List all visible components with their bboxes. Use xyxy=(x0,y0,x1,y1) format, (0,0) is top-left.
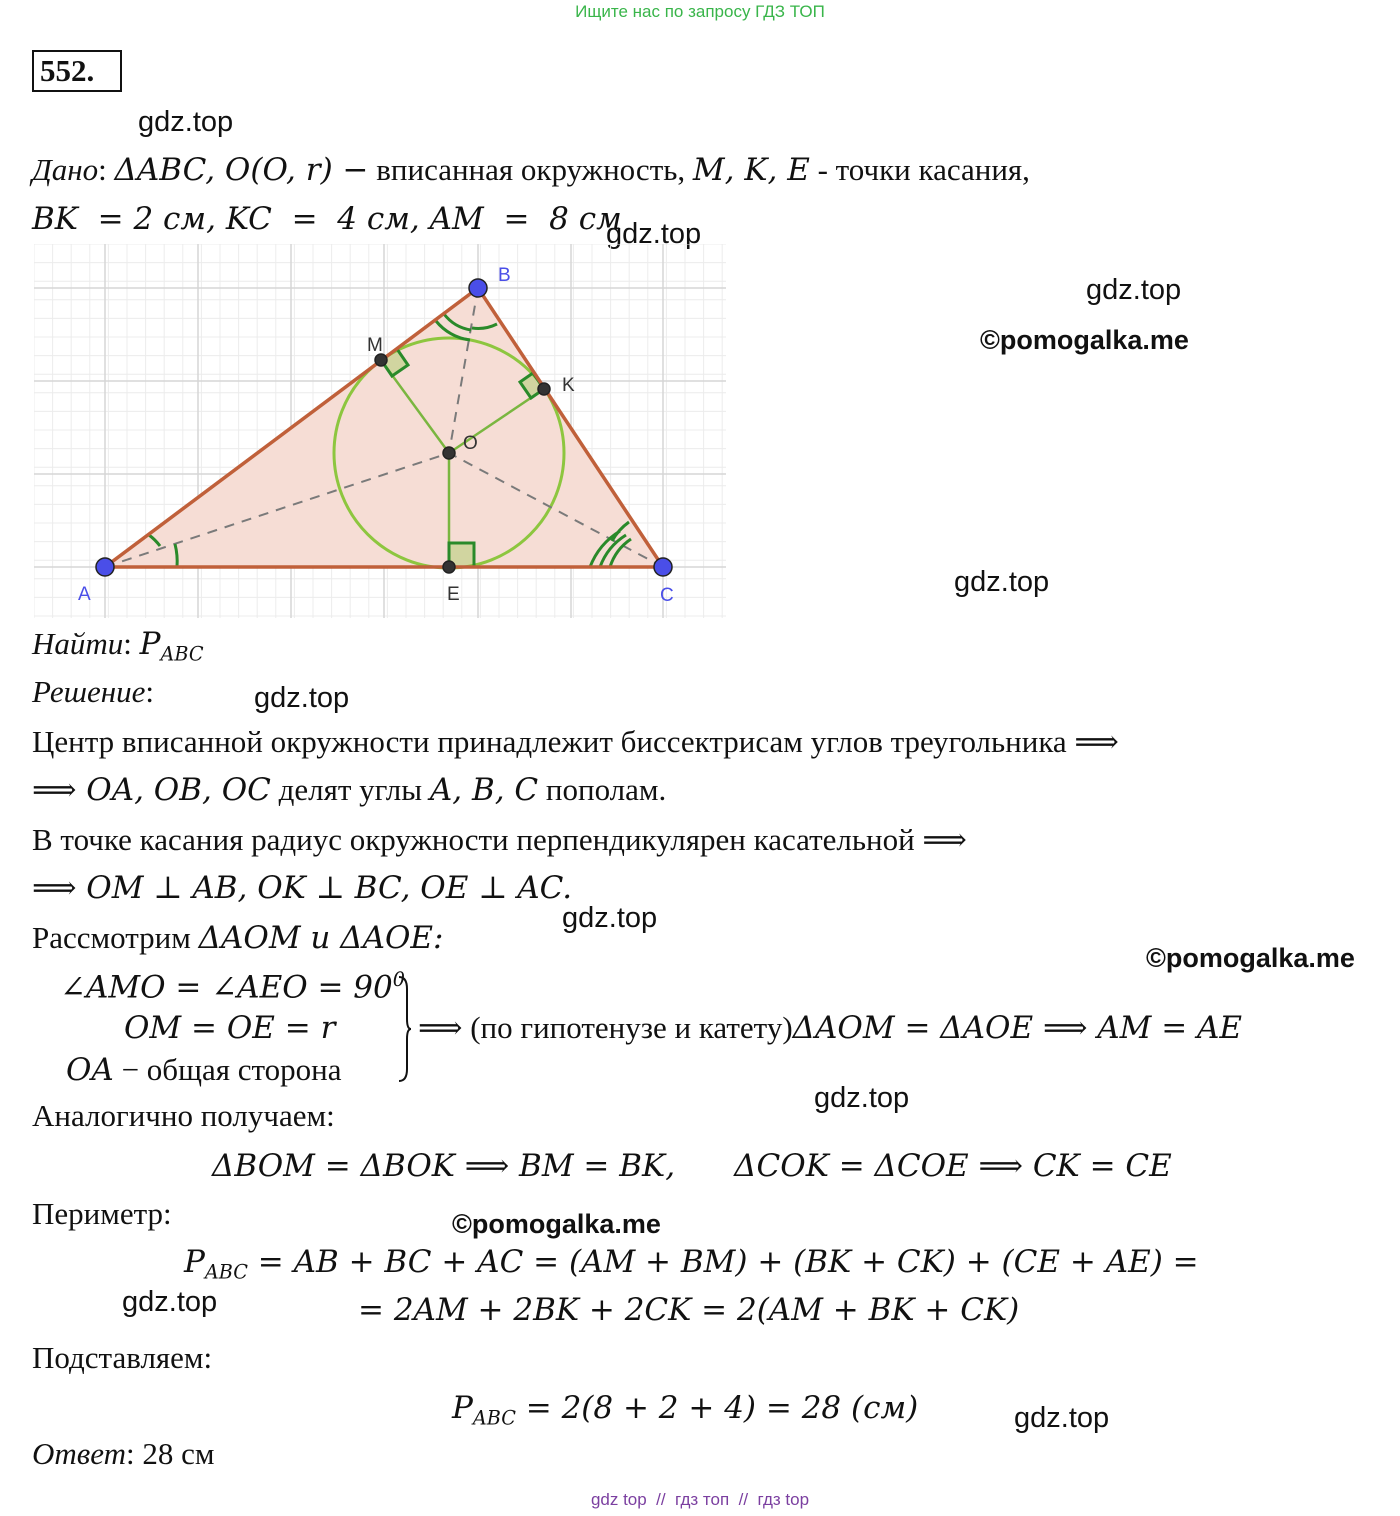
p-sub: ABC xyxy=(472,1406,516,1430)
find-sub: ABC xyxy=(160,642,204,666)
label-b: B xyxy=(498,265,511,286)
watermark-gdz: gdz.top xyxy=(814,1082,910,1114)
solution-line-2 xyxy=(32,772,666,808)
label-e: E xyxy=(447,584,460,605)
sys1-sup: 0 xyxy=(392,968,405,991)
l5-math: ΔAOM и ΔAOE: xyxy=(198,920,444,956)
solution-label: Решение xyxy=(32,674,146,709)
answer-label: Ответ xyxy=(32,1436,126,1471)
find-line: Найти: $P_{ABC}$ xyxy=(32,626,204,666)
sys-result-1: ⟹ (по гипотенузе и катету) xyxy=(418,1010,793,1045)
top-banner: Ищите нас по запросу ГДЗ ТОП xyxy=(575,2,825,21)
triangle-figure xyxy=(34,244,726,618)
find-value: P xyxy=(139,626,161,662)
p-eq1: = AB + BC + AC = (AM + BM) + (BK + CK) + (CE + AE) = xyxy=(257,1244,1199,1280)
point-k xyxy=(538,383,550,395)
perimeter-eq-1 xyxy=(184,1244,1199,1284)
given-line-1: Дано: ΔABC, O(O, r) − вписанная окружность, M, K, E - точки касания, xyxy=(32,152,1030,188)
watermark-gdz: gdz.top xyxy=(138,106,234,138)
watermark-gdz: gdz.top xyxy=(254,682,350,714)
perimeter-label: Периметр: xyxy=(32,1196,172,1231)
solution-line-3: В точке касания радиус окружности перпендикулярен касательной ⟹ xyxy=(32,822,967,857)
point-a xyxy=(96,558,114,576)
subst-equation xyxy=(452,1390,918,1430)
given-text: вписанная окружность, xyxy=(376,152,686,187)
system-result xyxy=(418,1010,1242,1046)
footer-links: gdz top // гдз топ // гдз top xyxy=(590,1490,810,1509)
watermark-gdz: gdz.top xyxy=(122,1286,218,1318)
subst-eq: = 2(8 + 2 + 4) = 28 (см) xyxy=(525,1390,919,1426)
solution-heading: Решение: xyxy=(32,674,154,709)
sys-result-2: ΔAOM = ΔAOE ⟹ AM = AE xyxy=(792,1010,1243,1046)
l2-tail: пополам. xyxy=(545,772,667,807)
solution-line-4: ⟹ OM ⊥ AB, OK ⊥ BC, OE ⊥ AC. xyxy=(32,870,573,906)
analog-label: Аналогично получаем: xyxy=(32,1098,335,1133)
watermark-gdz: gdz.top xyxy=(954,566,1050,598)
given-label: Дано xyxy=(32,152,99,187)
solution-line-1: Центр вписанной окружности принадлежит биссектрисам углов треугольника ⟹ xyxy=(32,724,1119,759)
sys3-math: OA xyxy=(66,1052,114,1088)
given-tail: - точки касания, xyxy=(817,152,1030,187)
answer-line: Ответ: 28 см xyxy=(32,1436,215,1471)
point-e xyxy=(443,561,455,573)
system-row-2: OM = OE = r xyxy=(124,1010,336,1046)
given-math: ΔABC, O(O, r) − xyxy=(114,152,369,188)
given-line-2: BK = 2 см, KC = 4 см, AM = 8 см xyxy=(32,201,622,237)
watermark-pomogalka: ©pomogalka.me xyxy=(1146,943,1355,973)
label-k: K xyxy=(562,375,575,396)
l2-math2: A, B, C xyxy=(429,772,539,808)
perimeter-eq-2: = 2AM + 2BK + 2CK = 2(AM + BK + CK) xyxy=(358,1292,1020,1328)
point-c xyxy=(654,558,672,576)
l2-text: делят углы xyxy=(278,772,423,807)
system-row-3 xyxy=(66,1052,341,1088)
system-brace xyxy=(396,975,412,1083)
watermark-gdz: gdz.top xyxy=(606,218,702,250)
l5-text: Рассмотрим xyxy=(32,920,191,955)
point-b xyxy=(469,279,487,297)
watermark-gdz: gdz.top xyxy=(1014,1402,1110,1434)
answer-value: 28 см xyxy=(142,1436,215,1471)
label-o: O xyxy=(463,433,478,454)
l2-math: ⟹ OA, OB, OC xyxy=(32,772,271,808)
watermark-pomogalka: ©pomogalka.me xyxy=(452,1209,661,1239)
watermark-gdz: gdz.top xyxy=(1086,274,1182,306)
sys1: ∠AMO = ∠AEO = 90 xyxy=(60,969,393,1006)
given-points: M, K, E xyxy=(692,152,810,188)
point-o xyxy=(443,447,455,459)
label-a: A xyxy=(78,584,91,605)
label-m: M xyxy=(367,335,383,356)
analog-equation: ΔBOM = ΔBOK ⟹ BM = BK, ΔCOK = ΔCOE ⟹ CK = CE xyxy=(212,1148,1172,1184)
system-row-1 xyxy=(60,968,405,1006)
find-label: Найти xyxy=(32,626,124,661)
solution-line-5 xyxy=(32,920,444,956)
watermark-pomogalka: ©pomogalka.me xyxy=(980,325,1189,355)
p-symbol: P xyxy=(452,1390,473,1426)
p-symbol: P xyxy=(184,1244,205,1280)
p-sub: ABC xyxy=(204,1260,248,1284)
sys3-text: − общая сторона xyxy=(121,1052,342,1087)
label-c: C xyxy=(660,585,674,606)
subst-label: Подставляем: xyxy=(32,1340,213,1375)
task-number: 552. xyxy=(32,50,122,92)
watermark-gdz: gdz.top xyxy=(562,902,658,934)
